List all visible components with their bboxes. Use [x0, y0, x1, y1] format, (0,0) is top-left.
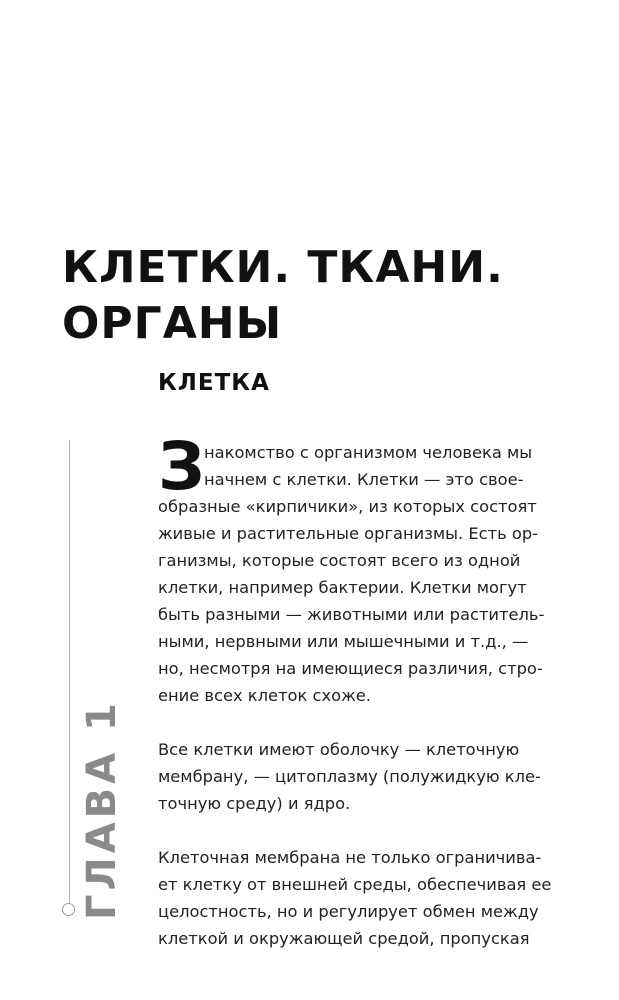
text-line: но, несмотря на имеющиеся различия, стро- — [158, 659, 543, 678]
paragraph — [158, 736, 541, 817]
text-line: Клеточная мембрана не только ограничива- — [158, 848, 542, 867]
text-line: клетки, например бактерии. Клетки могут — [158, 578, 527, 597]
text-line: ет клетку от внешней среды, обеспечивая ее — [158, 875, 552, 894]
text-line: живые и растительные организмы. Есть ор- — [158, 524, 539, 543]
text-line: ными, нервными или мышечными и т.д., — — [158, 632, 529, 651]
chapter-side-rule — [69, 440, 70, 904]
text-line: начнем с клетки. Клетки — это свое- — [204, 470, 524, 489]
text-line: мембрану, — цитоплазму (полужидкую кле- — [158, 767, 541, 786]
text-line: образные «кирпичики», из которых состоят — [158, 497, 537, 516]
paragraph — [158, 844, 552, 952]
chapter-side-label: ГЛАВА 1 — [79, 699, 125, 920]
text-line: целостность, но и регулирует обмен между — [158, 902, 539, 921]
text-line: накомство с организмом человека мы — [204, 443, 533, 462]
text-line: быть разными — животными или раститель- — [158, 605, 545, 624]
text-line: Все клетки имеют оболочку — клеточную — [158, 740, 520, 759]
text-line: точную среду) и ядро. — [158, 794, 351, 813]
chapter-title — [62, 240, 602, 352]
text-line: ганизмы, которые состоят всего из одной — [158, 551, 521, 570]
section-heading: КЛЕТКА — [158, 370, 270, 396]
text-line: клеткой и окружающей средой, пропуская — [158, 929, 530, 948]
body-text — [158, 428, 552, 952]
text-line: ение всех клеток схоже. — [158, 686, 371, 705]
chapter-title-line: КЛЕТКИ. ТКАНИ. — [62, 242, 504, 293]
drop-cap: З — [158, 428, 205, 505]
paragraph — [158, 428, 545, 709]
chapter-title-line: ОРГАНЫ — [62, 298, 283, 349]
